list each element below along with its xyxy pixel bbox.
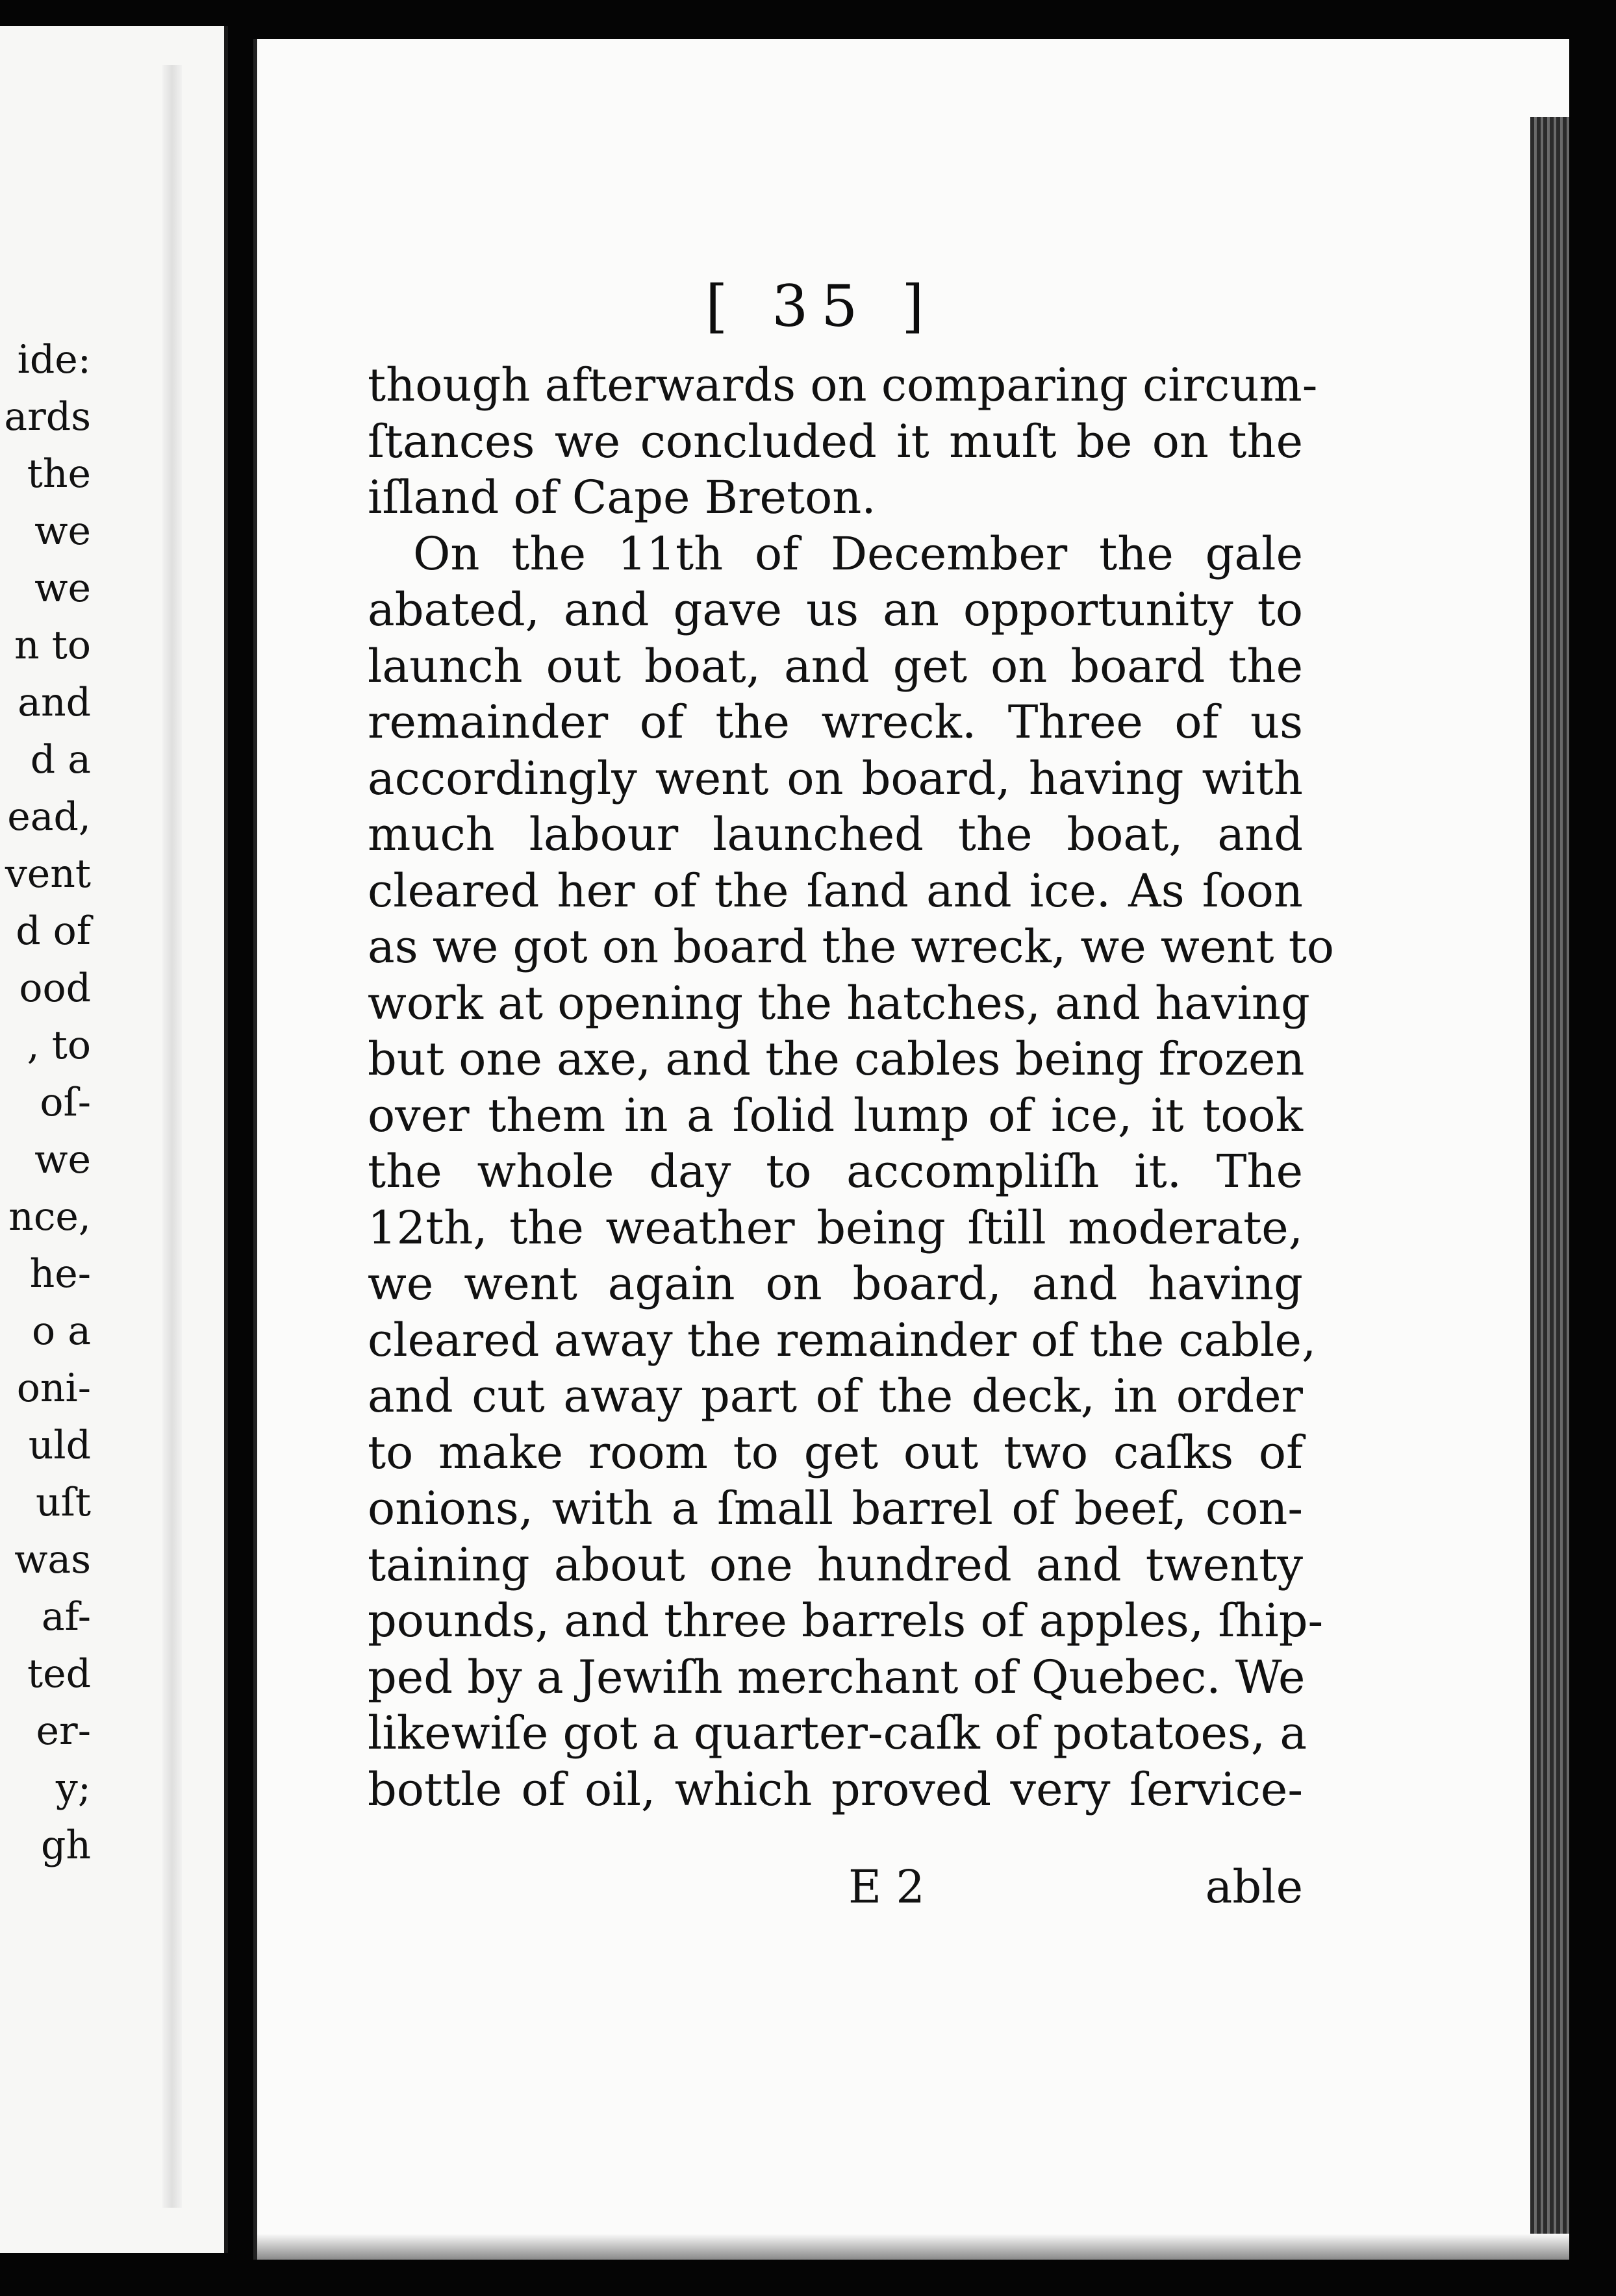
left-fragment: ide: (17, 337, 91, 382)
left-fragment: y; (55, 1766, 91, 1811)
text-line: likewiſe got a quarter-caſk of potatoes, a (368, 1706, 1307, 1760)
left-fragment: oni- (16, 1366, 91, 1411)
left-fragment: af- (41, 1594, 91, 1640)
text-line: as we got on board the wreck, we went to (368, 920, 1335, 973)
page-bottom-shadow (257, 2234, 1569, 2260)
left-fragment: uld (28, 1423, 91, 1468)
left-fragment: d a (30, 737, 91, 782)
text-line: much labour launched the boat, and (368, 808, 1303, 861)
left-fragment: nce, (8, 1194, 91, 1240)
text-line: accordingly went on board, having with (368, 751, 1303, 805)
page-footer (368, 1860, 1303, 1925)
page-gutter (162, 65, 182, 2208)
left-fragment: the (27, 451, 91, 497)
text-line: iſland of Cape Breton. (368, 471, 876, 524)
text-line: launch out boat, and get on board the (368, 639, 1303, 693)
signature-mark: E 2 (848, 1860, 925, 1914)
left-fragment: gh (40, 1823, 91, 1868)
left-fragment: and (18, 680, 91, 725)
text-line: taining about one hundred and twenty (368, 1538, 1303, 1591)
left-fragment: we (34, 566, 91, 611)
main-page (253, 39, 1569, 2260)
text-line: we went again on board, and having (368, 1257, 1303, 1310)
left-fragment: d of (16, 908, 91, 954)
text-line: and cut away part of the deck, in order (368, 1369, 1303, 1423)
text-line: over them in a ſolid lump of ice, it took (368, 1088, 1303, 1142)
left-fragment: we (34, 508, 91, 554)
catchword: able (1205, 1860, 1303, 1914)
text-line: ped by a Jewiſh merchant of Quebec. We (368, 1650, 1306, 1704)
left-fragment: vent (5, 851, 91, 897)
left-fragment: ards (4, 394, 91, 440)
left-facing-page (0, 26, 228, 2253)
text-line: the whole day to accompliſh it. The (368, 1145, 1303, 1198)
text-line: bottle of oil, which proved very ſervice- (368, 1762, 1303, 1816)
text-line: 12th, the weather being ſtill moderate, (368, 1201, 1303, 1254)
text-line: cleared her of the ſand and ice. As ſoon (368, 864, 1303, 917)
left-fragment: o a (32, 1308, 91, 1354)
left-fragment: ead, (7, 794, 91, 840)
text-line: abated, and gave us an opportunity to (368, 583, 1303, 636)
text-line: remainder of the wreck. Three of us (368, 695, 1303, 749)
page-number-header: [ 35 ] (705, 273, 937, 340)
left-page-text-fragments (0, 331, 91, 1874)
text-line: onions, with a ſmall barrel of beef, con- (368, 1482, 1303, 1535)
left-fragment: , to (27, 1023, 91, 1068)
left-fragment: we (34, 1137, 91, 1182)
page-body (368, 357, 1335, 1817)
left-fragment: oſ- (40, 1080, 91, 1125)
text-line: On the 11th of December the gale (413, 527, 1303, 580)
left-fragment: was (14, 1537, 91, 1582)
text-line: to make room to get out two caſks of (368, 1425, 1303, 1479)
left-fragment: ood (19, 966, 91, 1011)
page-edge-stack (1530, 117, 1569, 2260)
text-line: cleared away the remainder of the cable, (368, 1313, 1317, 1367)
left-fragment: er- (36, 1708, 91, 1754)
left-fragment: he- (29, 1251, 91, 1297)
text-line: but one axe, and the cables being frozen (368, 1032, 1305, 1086)
left-fragment: n to (14, 623, 91, 668)
text-line: work at opening the hatches, and having (368, 976, 1310, 1030)
text-line: pounds, and three barrels of apples, ſhip- (368, 1594, 1324, 1647)
left-fragment: uſt (36, 1480, 91, 1525)
text-line: ſtances we concluded it muſt be on the (368, 414, 1303, 468)
text-line: though afterwards on comparing circum- (368, 358, 1318, 412)
left-fragment: ted (27, 1651, 91, 1697)
